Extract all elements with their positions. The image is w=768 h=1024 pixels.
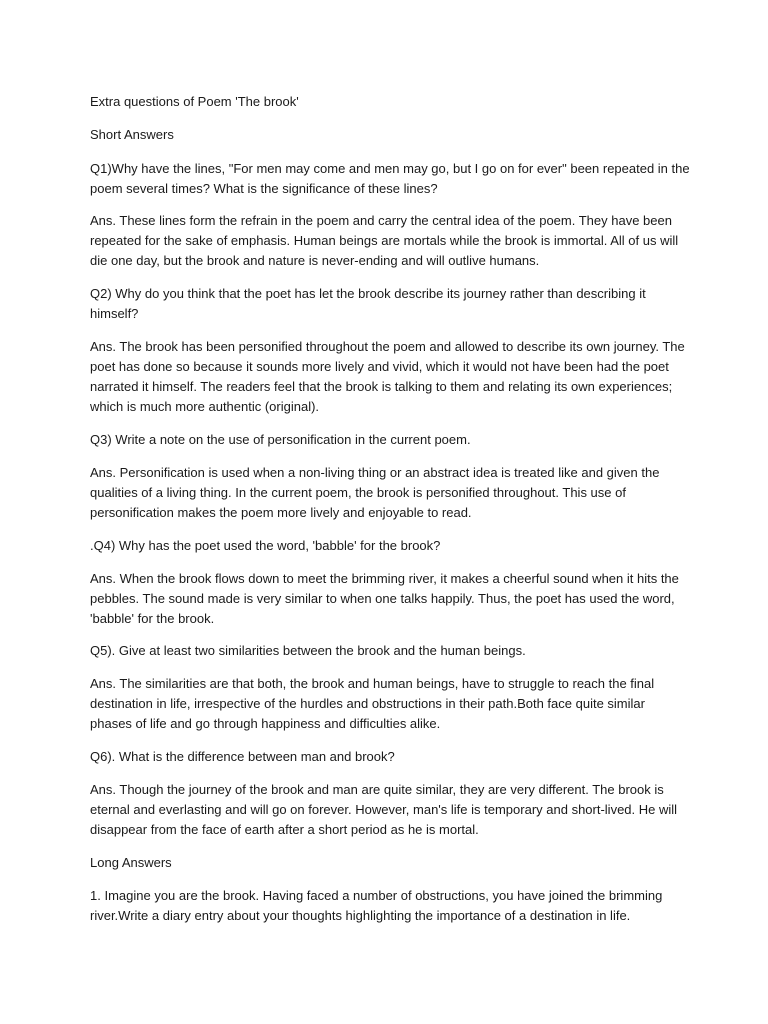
question-4: .Q4) Why has the poet used the word, 'babble' for the brook? bbox=[90, 538, 441, 553]
short-answers-heading: Short Answers bbox=[90, 127, 174, 142]
answer-3: Ans. Personification is used when a non-living thing or an abstract idea is treated like and given the qualities of a living thing. In the current poem, the brook is personified throughout. This use of personification makes the poem more lively and enjoyable to read. bbox=[90, 465, 660, 520]
document-title: Extra questions of Poem 'The brook' bbox=[90, 94, 299, 109]
question-2: Q2) Why do you think that the poet has let the brook describe its journey rather than describing it himself? bbox=[90, 286, 646, 321]
question-5: Q5). Give at least two similarities between the brook and the human beings. bbox=[90, 643, 526, 658]
long-answers-heading: Long Answers bbox=[90, 855, 172, 870]
long-question-1: 1. Imagine you are the brook. Having faced a number of obstructions, you have joined the brimming river.Write a diary entry about your thoughts highlighting the importance of a destination in life. bbox=[90, 888, 663, 923]
question-6: Q6). What is the difference between man and brook? bbox=[90, 749, 395, 764]
answer-2: Ans. The brook has been personified throughout the poem and allowed to describe its own journey. The poet has done so because it sounds more lively and vivid, which it would not have been had the poet narrated it himself. The readers feel that the brook is talking to them and relating its own experiences; which is much more authentic (original). bbox=[90, 339, 685, 414]
answer-1: Ans. These lines form the refrain in the poem and carry the central idea of the poem. They have been repeated for the sake of emphasis. Human beings are mortals while the brook is immortal. All of us will die one day, but the brook and nature is never-ending and will outlive humans. bbox=[90, 213, 679, 268]
answer-5: Ans. The similarities are that both, the brook and human beings, have to struggle to reach the final destination in life, irrespective of the hurdles and obstructions in their path.Both face quite similar phases of life and go through happiness and difficulties alike. bbox=[90, 676, 655, 731]
question-3: Q3) Write a note on the use of personification in the current poem. bbox=[90, 432, 471, 447]
answer-6: Ans. Though the journey of the brook and man are quite similar, they are very different. The brook is eternal and everlasting and will go on forever. However, man's life is temporary and short-lived. He will disappear from the face of earth after a short period as he is mortal. bbox=[90, 782, 678, 837]
answer-4: Ans. When the brook flows down to meet the brimming river, it makes a cheerful sound when it hits the pebbles. The sound made is very similar to when one talks happily. Thus, the poet has used the word, 'babble' for the brook. bbox=[90, 571, 679, 626]
question-1: Q1)Why have the lines, "For men may come and men may go, but I go on for ever" been repeated in the poem several times? What is the significance of these lines? bbox=[90, 161, 690, 196]
